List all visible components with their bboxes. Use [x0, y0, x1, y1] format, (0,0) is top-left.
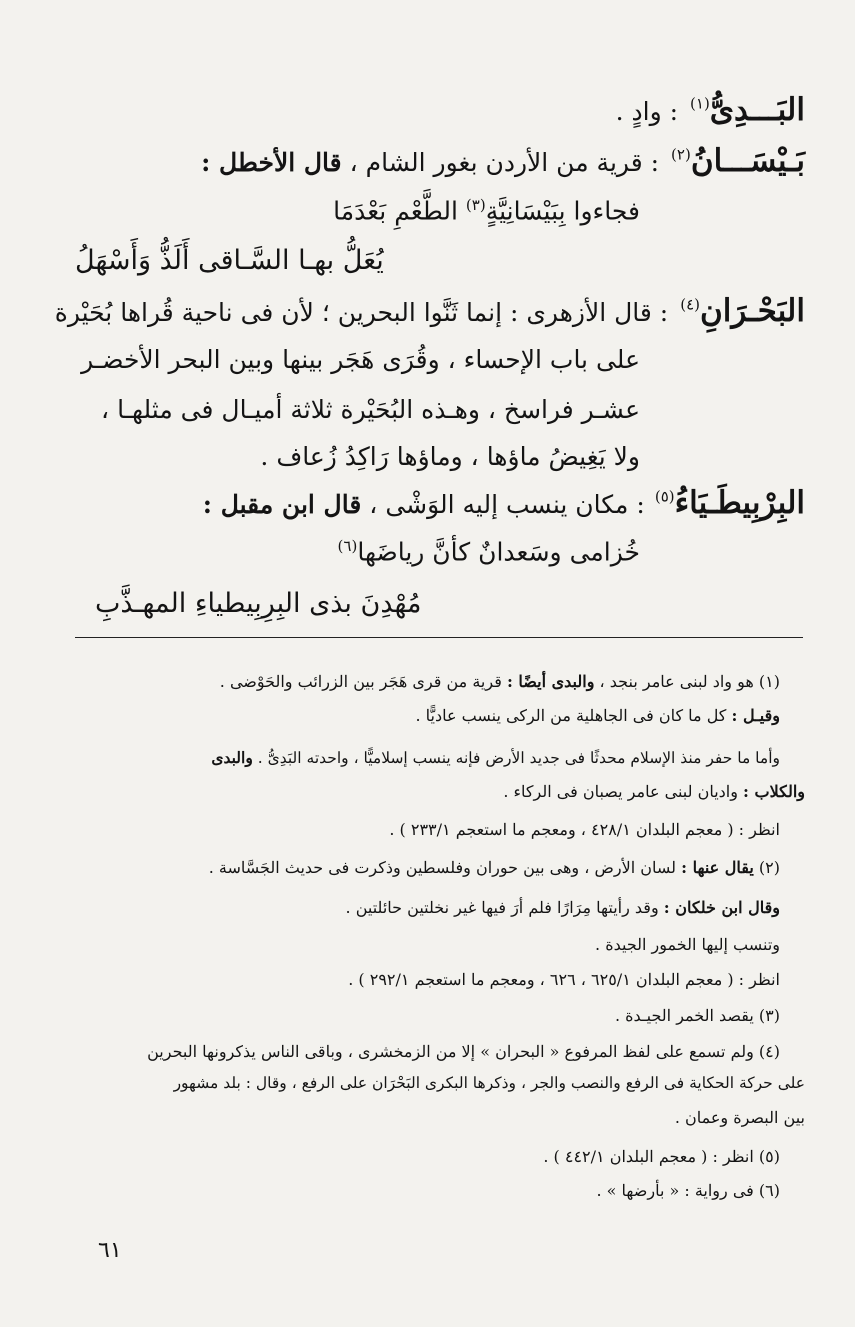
footnote-2: وقال ابن خلكان : وقد رأيتها مِرَارًا فلم أرَ فيها غير نخلتين حائلتين .: [345, 898, 780, 917]
footnote-ref-6: (٦): [337, 537, 358, 555]
footnote-4: (٤) ولم تسمع على لفظ المرفوع « البحران » إلا من الزمخشرى ، وباقى الناس يذكرونها البحرين: [147, 1042, 780, 1061]
footnote-1: وأما ما حفر منذ الإسلام محدثًا فى جديد الأرض فإنه ينسب إسلاميًّا ، واحدته البَدِىُّ . والبدى: [211, 748, 780, 767]
footnote-ref-2: (٢): [671, 145, 691, 164]
entry-text: على باب الإحساء ، وقُرَى هَجَر بينها وبين البحر الأخضـر: [81, 345, 640, 374]
entry-bahran: [55, 293, 805, 329]
footnote-ref-4: (٤): [680, 295, 700, 314]
entry-text: : قرية من الأردن بغور الشام ،: [349, 148, 660, 177]
headword-bahran: البَحْـرَانِ$^{(٤)}$: [680, 293, 805, 329]
footnote-1: انظر : ( معجم البلدان ٤٢٨/١ ، ومعجم ما استعجم ٢٣٣/١ ) .: [389, 820, 780, 839]
headword-buraybitaa: البِرْبِيطَـيَاءُ$^{(٥)}$: [654, 485, 805, 521]
footnote-2: انظر : ( معجم البلدان ٦٢٥/١ ، ٦٢٦ ، ومعجم ما استعجم ٢٩٢/١ ) .: [348, 970, 780, 989]
entry-baysan: [201, 143, 805, 179]
verse-line: يُعَلُّ بهـا السَّـاقى أَلَذُّ وَأَسْهَلُ: [75, 245, 384, 276]
entry-text: : وادٍ .: [615, 97, 679, 126]
footnote-4: على حركة الحكاية فى الرفع والنصب والجر ، وذكرها البكرى البَحْرَان على الرفع ، وقال : بلد مشهور: [173, 1074, 805, 1092]
footnote-2: وتنسب إليها الخمور الجيدة .: [595, 935, 780, 954]
footnote-ref-5: (٥): [654, 487, 675, 506]
entry-text: : قال الأزهرى : إنما ثَنَّوا البحرين ؛ لأن فى ناحية قُراها بُحَيْرة: [54, 298, 669, 327]
entry-text: : مكان ينسب إليه الوَشْى ،: [369, 490, 645, 519]
page-number: ٦١: [98, 1238, 122, 1263]
footnote-3: (٣) يقصد الخمر الجيـدة .: [614, 1006, 780, 1025]
headword-badiyy: البَـــدِىُّ$^{(١)}$: [690, 92, 805, 128]
footnote-4: بين البصرة وعمان .: [674, 1108, 805, 1127]
poet-attribution: قال ابن مقبل :: [202, 490, 362, 519]
verse-line: خُزامى وسَعدانٌ كأنَّ رياضَها$^{(٦)}$: [337, 537, 640, 567]
footnote-ref-3: (٣): [465, 196, 486, 214]
footnote-ref-1: (١): [690, 94, 710, 113]
entry-badiyy: [616, 92, 805, 128]
footnote-1: وقيـل : كل ما كان فى الجاهلية من الركى ينسب عاديًّا .: [415, 706, 780, 725]
footnote-1: (١) هو واد لبنى عامر بنجد ، والبدى أيضًا : قرية من قرى هَجَر بين الزرائب والحَوْضى .: [219, 672, 780, 691]
entry-buraybitaa: [203, 485, 805, 521]
footnote-1: والكلاب : واديان لبنى عامر يصبان فى الركاء .: [503, 782, 805, 801]
footnote-divider: [75, 637, 803, 638]
verse-line: مُهْدِنَ بذى البِرِبِيطياءِ المهـذَّبِ: [95, 588, 422, 619]
footnote-6: (٦) فى رواية : « بأرضها » .: [596, 1181, 780, 1200]
entry-text: عشـر فراسخ ، وهـذه البُحَيْرة ثلاثة أميـال فى مثلهـا ،: [101, 395, 640, 424]
footnote-5: (٥) انظر : ( معجم البلدان ٤٤٢/١ ) .: [543, 1147, 780, 1166]
footnote-2: (٢) يقال عنها : لسان الأرض ، وهى بين حوران وفلسطين وذكرت فى حديث الجَسَّاسة .: [208, 858, 780, 877]
poet-attribution: قال الأخطل :: [201, 148, 342, 177]
verse-line: فجاءوا بِبَيْسَانِيَّةٍ$^{(٣)}$ الطَّعْمِ بَعْدَمَا: [333, 196, 640, 226]
entry-text: ولا يَغِيضُ ماؤها ، وماؤها رَاكِدُ زُعاف .: [260, 442, 640, 471]
headword-baysan: بَـيْسَـــانُ$^{(٢)}$: [671, 143, 805, 179]
